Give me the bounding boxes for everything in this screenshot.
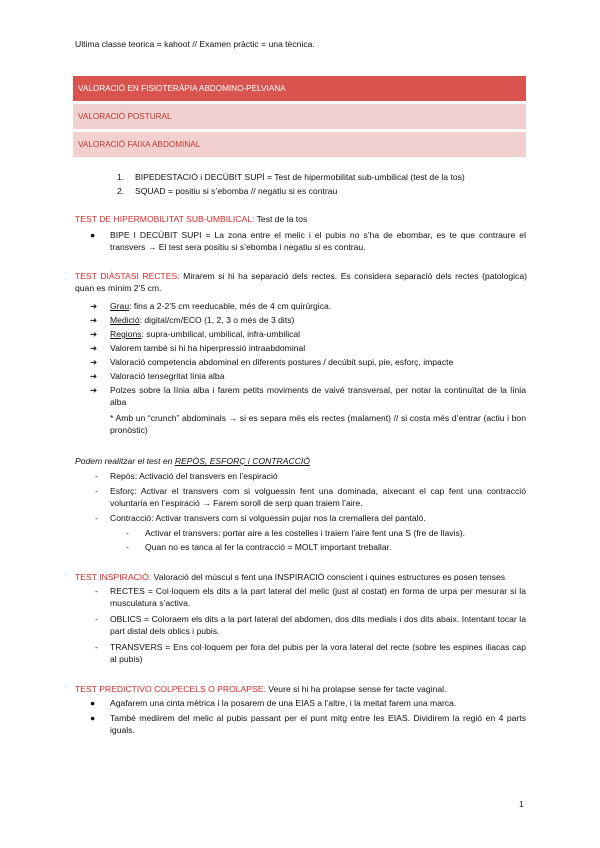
list-item: També mediirem del melic al pubis passant per el punt mitg entre les EIAS. Dividirem la regió en 4 parts iguals. — [110, 713, 526, 736]
sub-list-item: Activar el transvers: portar aire a les costelles i traiem l’aire fent una S (fre de llavis). — [145, 528, 465, 538]
diastasi-heading — [75, 270, 527, 294]
list-number: 2. — [117, 186, 125, 196]
arrow-icon: ➔ — [90, 371, 98, 381]
list-item: Esforç: Activar el transvers com si volguessin fent una dominada, aixecant el cap fent una contracció voluntaria en l’espiració → Farem soroll de serp quan traiem l’aire. — [110, 486, 526, 509]
dash-marker: - — [95, 614, 98, 624]
list-item — [110, 328, 526, 340]
list-item: Valorem també si hi ha hiperpressió intraabdominal — [110, 343, 306, 353]
list-item — [110, 300, 526, 312]
item-text: : fins a 2-2’5 cm reeducable, més de 4 cm quirúrgica. — [129, 301, 332, 311]
dash-marker: - — [95, 513, 98, 523]
list-item — [110, 314, 526, 326]
list-item: Repòs: Activació del transvers en l’espiració — [110, 471, 278, 481]
list-item: OBLICS = Coloraem els dits a la part lateral del abdomen, dos dits medials i dos dits abaix. Intentant tocar la part distal dels oblics i pubis. — [110, 614, 526, 637]
section-header-label: VALORACIÓ POSTURAL — [78, 111, 172, 121]
test-title: TEST INSPIRACIÓ: — [75, 572, 152, 582]
dash-marker: - — [95, 586, 98, 596]
dash-marker: - — [95, 471, 98, 481]
list-item: RECTES = Col·loquem els dits a la part lateral del melic (just al costat) en forma de urpa per mesurar si la musculatura s’activa. — [110, 586, 526, 609]
item-label: Regions — [110, 329, 142, 339]
test-title: TEST DIÀSTASI RECTES: — [75, 271, 180, 281]
dash-marker: - — [126, 528, 129, 538]
bullet-icon: ● — [90, 713, 96, 723]
list-item: BIPEDESTACIÓ i DECÚBIT SUPÍ = Test de hipermobilitat sub-umbilical (test de la tos) — [135, 172, 465, 182]
arrow-icon: ➔ — [90, 357, 98, 367]
arrow-icon: ➔ — [90, 315, 98, 325]
item-text: : supra-umbilical, umbilical, infra-umbilical — [141, 329, 301, 339]
dash-marker: - — [95, 642, 98, 652]
dash-marker: - — [126, 542, 129, 552]
test-desc: Mirarem si hi ha separació dels rectes. Es considera separació dels rectes (patologica) quan es mínim 2’5 cm. — [75, 271, 527, 294]
test-title: TEST DE HIPERMOBILITAT SUB-UMBILICAL: — [75, 214, 255, 224]
top-note: Ultima classe teorica = kahoot // Examen pràctic = una tècnica. — [75, 39, 315, 49]
test-desc: Valoració del múscul s fent una INSPIRACIÓ conscient i quines estructures es posen tenses — [151, 572, 506, 582]
list-item: Valoració competencia abdominal en diferents postures / decúbit supi, pie, esforç, impacte — [110, 357, 454, 367]
item-label: Medició — [110, 315, 140, 325]
section-header-postural — [73, 104, 526, 129]
section-header-faixa — [73, 132, 526, 157]
repos-intro — [75, 455, 527, 467]
list-item: Valoració tensegritat línia alba — [110, 371, 225, 381]
hipermob-heading — [75, 213, 527, 225]
bullet-icon: ● — [90, 698, 96, 708]
section-header-label: VALORACIÓ FAIXA ABDOMINAL — [78, 139, 201, 149]
arrow-icon: ➔ — [90, 385, 98, 395]
dash-marker: - — [95, 486, 98, 496]
page-number: 1 — [519, 799, 524, 809]
list-number: 1. — [117, 172, 125, 182]
list-item: Polzes sobre la línia alba i farem petits moviments de vaivé transversal, per notar la continuïtat de la línia alba — [110, 385, 526, 408]
inspiracio-heading — [75, 571, 527, 583]
list-item: Contracció: Activar transvers com si volguessin pujar nos la cremallera del pantaló. — [110, 513, 426, 523]
intro-text: Podem realitzar el test en — [75, 456, 175, 466]
item-text: : digital/cm/ECO (1, 2, 3 o més de 3 dits) — [139, 315, 295, 325]
test-title: TEST PREDICTIVO COLPECELS O PROLAPSE: — [75, 684, 266, 694]
prolapse-heading — [75, 683, 527, 695]
intro-link: REPÒS, ESFORÇ i CONTRACCIÓ — [174, 456, 310, 466]
arrow-icon: ➔ — [90, 329, 98, 339]
sub-list-item: Quan no es tanca al fer la contracció = MOLT important treballar. — [145, 542, 392, 552]
list-item: BIPE I DECÚBIT SUPI = La zona entre el melic i el pubis no s’ha de ebombar, es te que contraure el transvers → El test sera positiu si s’ebomba i negatiu si es contrau. — [110, 230, 526, 253]
bullet-icon: ● — [90, 230, 96, 240]
item-label: Grau — [110, 301, 130, 311]
list-item: Agafarem una cinta mètrica i la posarem de una EIAS a l’altre, i la meitat farem una marca. — [110, 698, 457, 708]
test-desc: Veure si hi ha prolapse sense fer tacte vaginal. — [265, 684, 447, 694]
section-header-label: VALORACIÓ EN FISIOTERÀPIA ABDOMINO-PELVIANA — [78, 83, 286, 93]
crunch-note: * Amb un “crunch” abdominals → si es separa més els rectes (malament) // si costa més d’entrar (actiu i bon pronòstic) — [110, 413, 526, 436]
list-item: SQUAD = positiu si s’ebomba // negatiu si es contrau — [135, 186, 338, 196]
test-desc: Test de la tos — [254, 214, 308, 224]
section-header-valoracio — [73, 76, 526, 101]
arrow-icon: ➔ — [90, 343, 98, 353]
arrow-icon: ➔ — [90, 301, 98, 311]
list-item: TRANSVERS = Ens col·loquem per fora del pubis per la vora lateral del recte (sobre les espines iliacas cap al pubis) — [110, 642, 526, 665]
